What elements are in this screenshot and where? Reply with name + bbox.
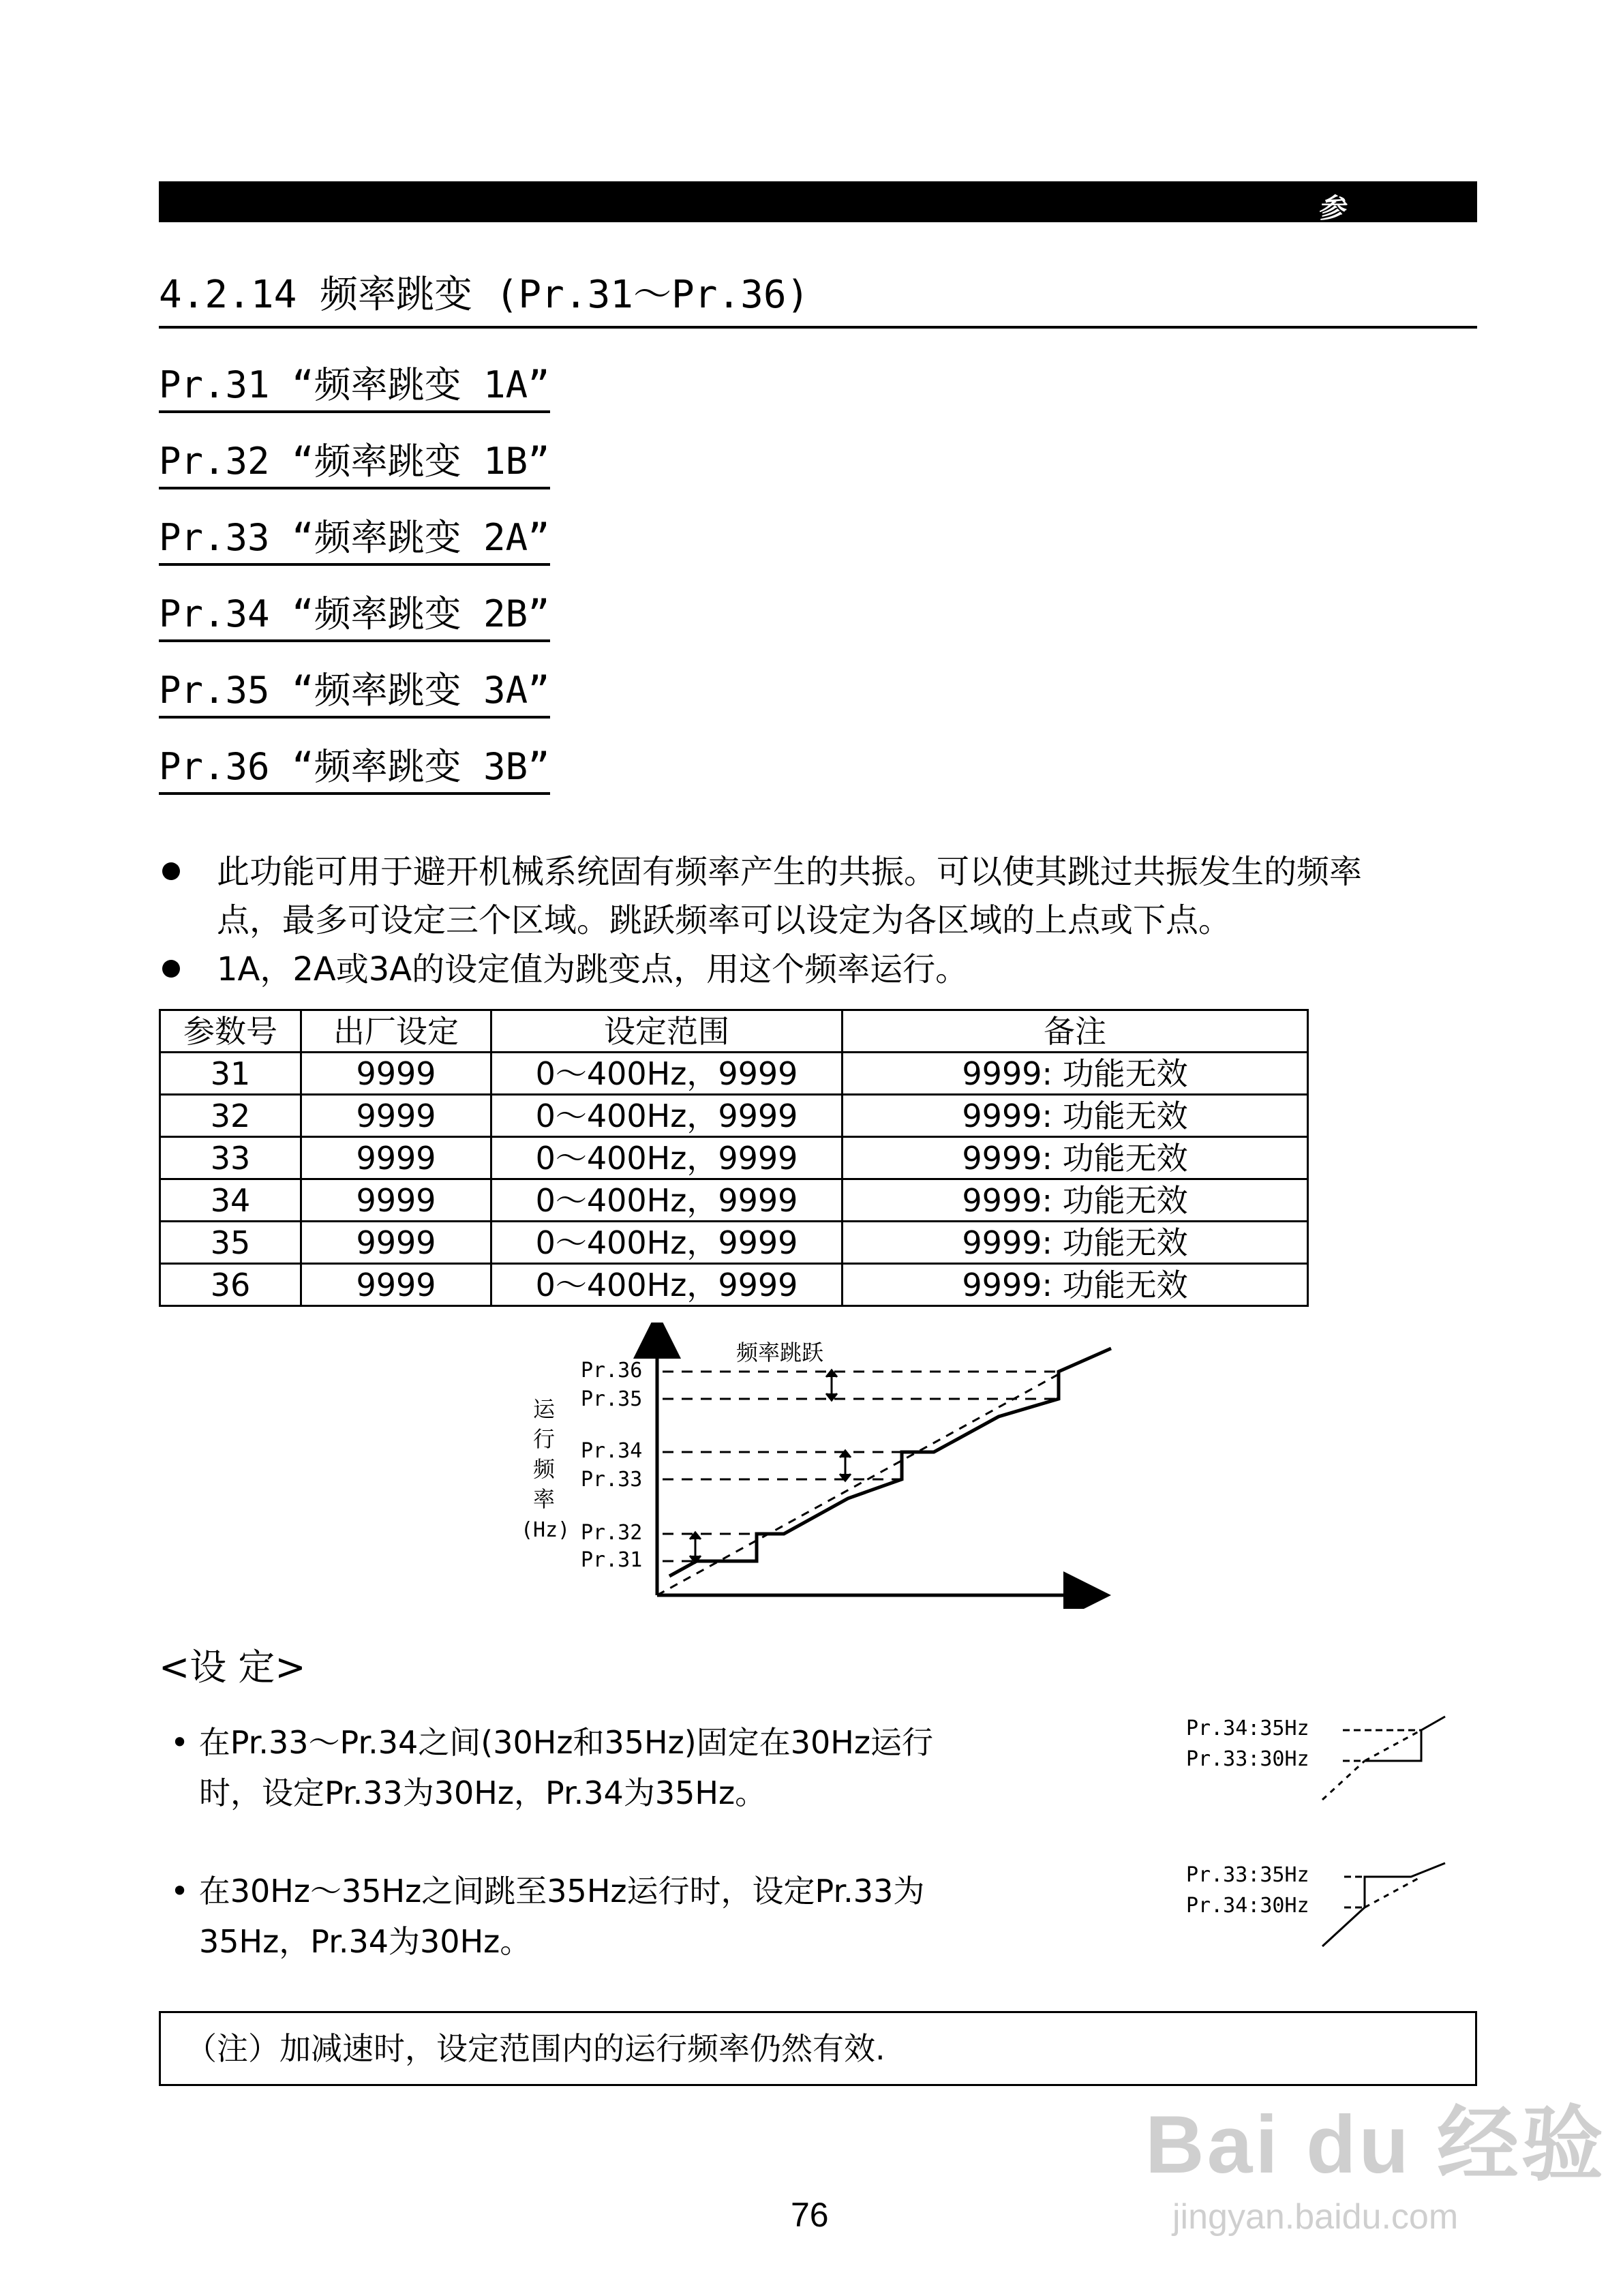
watermark-brand: Bai du 经验 — [1145, 2099, 1607, 2190]
y-axis-label-4: 率 — [533, 1486, 556, 1512]
y-axis-label-3: 频 — [533, 1456, 556, 1482]
table-header-row — [160, 1010, 1308, 1053]
level-label-pr31: Pr.31 — [581, 1548, 643, 1572]
table-cell: 0～400Hz，9999 — [491, 1264, 843, 1306]
table-row — [160, 1053, 1308, 1095]
setting-2-line-2: 35Hz，Pr.34为30Hz。 — [199, 1923, 532, 1960]
level-dash-lines — [663, 1372, 1063, 1561]
table-cell: 36 — [160, 1264, 301, 1306]
table-header-cell: 参数号 — [160, 1010, 301, 1053]
param-item-35: Pr.35 “频率跳变 3A” — [159, 667, 550, 719]
table-cell: 9999 — [301, 1264, 491, 1306]
header-bar — [159, 181, 1539, 224]
param-item-32: Pr.32 “频率跳变 1B” — [159, 438, 550, 489]
setting-figure-2 — [1186, 1858, 1472, 1960]
bullet-dot-2 — [162, 960, 180, 978]
bullet-1-line-2: 点，最多可设定三个区域。跳跃频率可以设定为各区域的上点或下点。 — [217, 901, 1232, 939]
table-cell: 9999: 功能无效 — [843, 1053, 1308, 1095]
table-row — [160, 1264, 1308, 1306]
param-item-31: Pr.31 “频率跳变 1A” — [159, 361, 550, 413]
table-cell: 34 — [160, 1179, 301, 1222]
fig1-upper-label: Pr.34:35Hz — [1186, 1717, 1309, 1740]
level-label-pr36: Pr.36 — [581, 1359, 643, 1383]
fig2-lower-label: Pr.34:30Hz — [1186, 1894, 1309, 1918]
watermark — [1145, 2079, 1606, 2237]
bullet-1-line-1: 此功能可用于避开机械系统固有频率产生的共振。可以使其跳过共振发生的频率 — [217, 853, 1363, 891]
page-number: 76 — [791, 2196, 829, 2234]
param-table — [159, 1009, 1309, 1307]
table-cell: 9999: 功能无效 — [843, 1264, 1308, 1306]
table-cell: 9999 — [301, 1095, 491, 1137]
y-axis-label-2: 行 — [533, 1426, 556, 1452]
note-box — [159, 2011, 1477, 2086]
diagram-title: 频率跳跃 — [736, 1340, 824, 1365]
table-row — [160, 1222, 1308, 1264]
param-item-36: Pr.36 “频率跳变 3B” — [159, 743, 550, 795]
table-header-cell: 出厂设定 — [301, 1010, 491, 1053]
table-cell: 0～400Hz，9999 — [491, 1222, 843, 1264]
setting-1-line-2: 时，设定Pr.33为30Hz，Pr.34为35Hz。 — [199, 1774, 767, 1811]
setting-2-line-1: • 在30Hz～35Hz之间跳至35Hz运行时，设定Pr.33为 — [170, 1873, 925, 1909]
level-label-pr33: Pr.33 — [581, 1468, 643, 1492]
table-cell: 9999 — [301, 1179, 491, 1222]
table-cell: 9999: 功能无效 — [843, 1179, 1308, 1222]
table-cell: 0～400Hz，9999 — [491, 1137, 843, 1179]
table-row — [160, 1137, 1308, 1179]
setting-figure-1 — [1186, 1711, 1472, 1813]
level-label-pr35: Pr.35 — [581, 1387, 643, 1411]
level-label-pr34: Pr.34 — [581, 1439, 643, 1463]
fig2-upper-label: Pr.33:35Hz — [1186, 1863, 1309, 1887]
bullet-dot-1 — [162, 862, 180, 880]
y-axis-label-1: 运 — [533, 1396, 556, 1422]
param-item-34: Pr.34 “频率跳变 2B” — [159, 590, 550, 642]
table-cell: 9999: 功能无效 — [843, 1222, 1308, 1264]
fig1-lower-label: Pr.33:30Hz — [1186, 1747, 1309, 1771]
bullet-2: 1A，2A或3A的设定值为跳变点，用这个频率运行。 — [217, 950, 969, 988]
table-cell: 9999 — [301, 1053, 491, 1095]
table-row — [160, 1179, 1308, 1222]
table-cell: 0～400Hz，9999 — [491, 1095, 843, 1137]
table-row — [160, 1095, 1308, 1137]
param-item-33: Pr.33 “频率跳变 2A” — [159, 514, 550, 566]
note-text: （注）加减速时，设定范围内的运行频率仍然有效. — [185, 2030, 885, 2067]
table-cell: 31 — [160, 1053, 301, 1095]
settings-heading: <设 定> — [159, 1646, 306, 1689]
table-cell: 9999 — [301, 1222, 491, 1264]
header-left-label: 参 — [1318, 193, 1345, 224]
table-cell: 9999: 功能无效 — [843, 1137, 1308, 1179]
table-cell: 9999: 功能无效 — [843, 1095, 1308, 1137]
table-cell: 33 — [160, 1137, 301, 1179]
table-cell: 32 — [160, 1095, 301, 1137]
watermark-url: jingyan.baidu.com — [1172, 2197, 1459, 2237]
table-header-cell: 备注 — [843, 1010, 1308, 1053]
table-header-cell: 设定范围 — [491, 1010, 843, 1053]
level-label-pr32: Pr.32 — [581, 1521, 643, 1545]
table-cell: 35 — [160, 1222, 301, 1264]
setting-1-line-1: • 在Pr.33～Pr.34之间(30Hz和35Hz)固定在30Hz运行 — [170, 1724, 934, 1761]
table-cell: 0～400Hz，9999 — [491, 1179, 843, 1222]
frequency-jump-diagram — [518, 1323, 1145, 1609]
y-axis-label-5: (Hz) — [521, 1518, 571, 1542]
header-right-label: 数 — [1512, 193, 1539, 224]
section-title: 4.2.14 频率跳变 (Pr.31～Pr.36) — [159, 265, 1477, 329]
table-cell: 9999 — [301, 1137, 491, 1179]
table-cell: 0～400Hz，9999 — [491, 1053, 843, 1095]
